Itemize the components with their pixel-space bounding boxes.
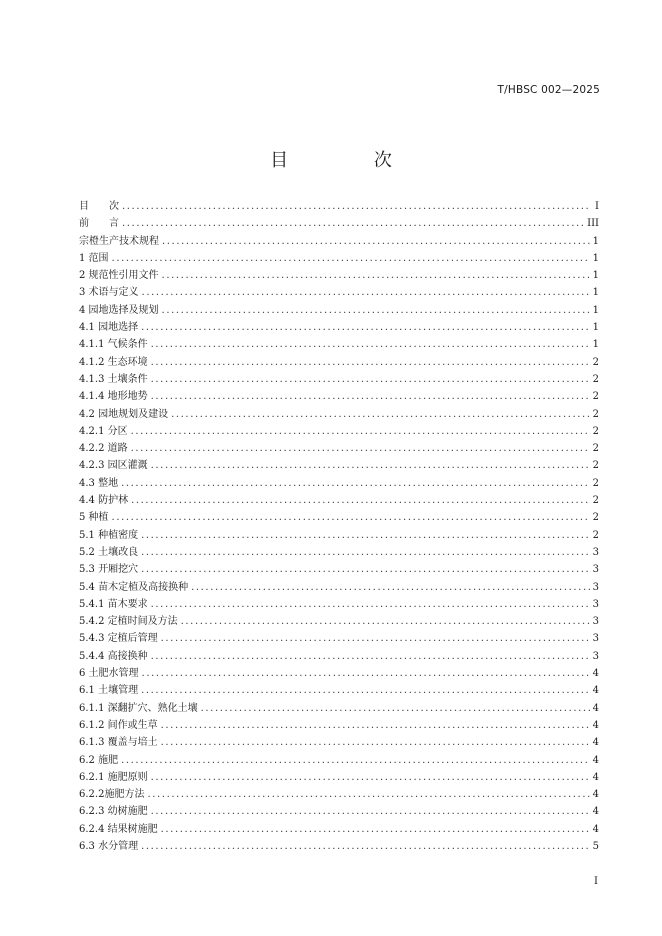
- toc-leader-dots: [141, 561, 590, 578]
- toc-leader-dots: [161, 630, 590, 647]
- toc-entry[interactable]: [79, 319, 599, 336]
- toc-entry-page: 4: [592, 771, 599, 783]
- toc-entry-page: III: [587, 218, 599, 230]
- toc-entry-page: 3: [592, 546, 599, 558]
- toc-entry-page: 2: [592, 529, 599, 541]
- toc-entry-label: 5.4.4 高接换种: [79, 650, 148, 662]
- toc-entry-label: 4.2.1 分区: [79, 425, 128, 437]
- toc-entry-label: 6.2.4 结果树施肥: [79, 823, 158, 835]
- toc-leader-dots: [141, 682, 590, 699]
- toc-leader-dots: [141, 527, 590, 544]
- toc-entry-label: 6.2.3 幼树施肥: [79, 806, 148, 818]
- toc-entry-label: 6.2.2施肥方法: [79, 789, 145, 801]
- toc-leader-dots: [151, 769, 590, 786]
- toc-leader-dots: [141, 319, 590, 336]
- toc-entry-page: 1: [592, 270, 599, 282]
- toc-leader-dots: [151, 388, 590, 405]
- toc-leader-dots: [151, 354, 590, 371]
- toc-entry-label: 4.2.3 园区灌溉: [79, 460, 148, 472]
- toc-entry-label: 5.4 苗木定植及高接换种: [79, 581, 189, 593]
- toc-entry-label: 5 种植: [79, 512, 109, 524]
- toc-entry[interactable]: [79, 284, 599, 301]
- toc-entry-label: 3 术语与定义: [79, 287, 139, 299]
- toc-entry[interactable]: [79, 233, 599, 250]
- toc-entry-label: 6.1 土壤管理: [79, 685, 139, 697]
- toc-entry[interactable]: [79, 769, 599, 786]
- toc-entry-page: 3: [592, 598, 599, 610]
- toc-entry[interactable]: [79, 630, 599, 647]
- toc-leader-dots: [162, 233, 590, 250]
- toc-entry[interactable]: [79, 752, 599, 769]
- toc-entry-page: 1: [592, 304, 599, 316]
- toc-leader-dots: [162, 302, 590, 319]
- toc-entry-page: 4: [592, 806, 599, 818]
- toc-entry[interactable]: [79, 544, 599, 561]
- toc-entry-page: 3: [592, 633, 599, 645]
- toc-entry[interactable]: [79, 440, 599, 457]
- toc-entry[interactable]: [79, 457, 599, 474]
- toc-entry[interactable]: [79, 648, 599, 665]
- toc-entry-label: 4.1.1 气候条件: [79, 339, 148, 351]
- toc-entry-page: 4: [592, 789, 599, 801]
- toc-entry-label: 4 园地选择及规划: [79, 304, 159, 316]
- toc-entry-page: 2: [592, 477, 599, 489]
- toc-leader-dots: [151, 648, 590, 665]
- toc-leader-dots: [112, 250, 590, 267]
- toc-entry[interactable]: [79, 700, 599, 717]
- toc-entry[interactable]: [79, 492, 599, 509]
- toc-entry-page: 2: [592, 373, 599, 385]
- toc-entry-page: 4: [592, 702, 599, 714]
- toc-entry[interactable]: [79, 803, 599, 820]
- toc-entry-page: 5: [592, 840, 599, 852]
- toc-leader-dots: [162, 267, 590, 284]
- toc-entry[interactable]: [79, 371, 599, 388]
- toc-entry-page: 1: [592, 287, 599, 299]
- toc-leader-dots: [151, 803, 590, 820]
- toc-leader-dots: [161, 734, 590, 751]
- toc-entry-label: 宗橙生产技术规程: [79, 235, 159, 247]
- toc-entry[interactable]: [79, 734, 599, 751]
- toc-entry-page: 4: [592, 719, 599, 731]
- toc-entry-page: 2: [592, 391, 599, 403]
- toc-entry[interactable]: [79, 786, 599, 803]
- toc-entry-label: 5.1 种植密度: [79, 529, 139, 541]
- toc-entry-label: 6.3 水分管理: [79, 840, 139, 852]
- toc-leader-dots: [151, 596, 590, 613]
- toc-entry-page: 4: [592, 754, 599, 766]
- document-code: T/HBSC 002—2025: [497, 84, 600, 96]
- page-number: I: [594, 876, 598, 887]
- toc-entry[interactable]: [79, 302, 599, 319]
- toc-entry-label: 4.1.3 土壤条件: [79, 373, 148, 385]
- toc-leader-dots: [131, 440, 590, 457]
- toc-entry-label: 前 言: [79, 218, 119, 230]
- toc-entry-page: 1: [592, 235, 599, 247]
- toc-leader-dots: [161, 717, 590, 734]
- toc-leader-dots: [151, 336, 590, 353]
- toc-leader-dots: [191, 579, 590, 596]
- toc-leader-dots: [141, 544, 590, 561]
- toc-entry[interactable]: [79, 509, 599, 526]
- toc-entry-label: 4.1.2 生态环境: [79, 356, 148, 368]
- toc-entry-label: 6.1.1 深翻扩穴、熟化土壤: [79, 702, 198, 714]
- toc-entry[interactable]: [79, 475, 599, 492]
- toc-entry[interactable]: [79, 579, 599, 596]
- toc-entry[interactable]: [79, 682, 599, 699]
- toc-entry[interactable]: [79, 215, 599, 232]
- toc-entry-label: 4.2.2 道路: [79, 443, 128, 455]
- toc-entry-page: 4: [592, 823, 599, 835]
- toc-entry-page: 2: [592, 443, 599, 455]
- toc-entry-page: 3: [592, 564, 599, 576]
- toc-entry[interactable]: [79, 267, 599, 284]
- page-title: 目 次: [270, 150, 432, 171]
- toc-leader-dots: [151, 371, 590, 388]
- toc-entry-label: 1 范围: [79, 252, 109, 264]
- toc-entry-label: 5.4.2 定植时间及方法: [79, 616, 178, 628]
- toc-entry[interactable]: [79, 717, 599, 734]
- toc-entry[interactable]: [79, 665, 599, 682]
- toc-entry[interactable]: [79, 406, 599, 423]
- toc-leader-dots: [161, 821, 590, 838]
- toc-entry[interactable]: [79, 354, 599, 371]
- toc-entry[interactable]: [79, 527, 599, 544]
- toc-entry-page: 4: [592, 668, 599, 680]
- toc-entry-page: 2: [592, 425, 599, 437]
- toc-entry-label: 6.1.2 间作或生草: [79, 719, 158, 731]
- toc-entry-label: 2 规范性引用文件: [79, 270, 159, 282]
- toc-leader-dots: [147, 786, 589, 803]
- toc-leader-dots: [131, 423, 590, 440]
- toc-entry-label: 5.4.3 定植后管理: [79, 633, 158, 645]
- toc-leader-dots: [142, 665, 590, 682]
- toc-entry[interactable]: [79, 250, 599, 267]
- toc-entry[interactable]: [79, 388, 599, 405]
- toc-entry-label: 5.4.1 苗木要求: [79, 598, 148, 610]
- toc-entry-page: 2: [592, 356, 599, 368]
- toc-entry-label: 6.2 施肥: [79, 754, 119, 766]
- toc-entry-page: 3: [592, 650, 599, 662]
- toc-leader-dots: [142, 284, 590, 301]
- toc-entry-label: 6 土肥水管理: [79, 668, 139, 680]
- toc-entry-page: 2: [592, 512, 599, 524]
- toc-leader-dots: [131, 492, 590, 509]
- toc-entry-page: 4: [592, 737, 599, 749]
- toc-leader-dots: [141, 838, 590, 855]
- toc-leader-dots: [171, 406, 590, 423]
- toc-entry-label: 4.1 园地选择: [79, 322, 139, 334]
- toc-leader-dots: [151, 457, 590, 474]
- toc-entry[interactable]: [79, 613, 599, 630]
- toc-entry-label: 4.4 防护林: [79, 495, 129, 507]
- toc-entry-page: 4: [592, 685, 599, 697]
- table-of-contents: [79, 198, 599, 855]
- toc-entry-page: I: [595, 201, 599, 212]
- toc-entry-page: 3: [592, 581, 599, 593]
- toc-leader-dots: [122, 198, 590, 215]
- toc-leader-dots: [201, 700, 590, 717]
- toc-entry-page: 2: [592, 408, 599, 420]
- toc-entry-label: 6.1.3 覆盖与培土: [79, 737, 158, 749]
- toc-entry-label: 4.1.4 地形地势: [79, 391, 148, 403]
- toc-entry-label: 5.2 土壤改良: [79, 546, 139, 558]
- toc-leader-dots: [181, 613, 590, 630]
- toc-entry[interactable]: [79, 336, 599, 353]
- toc-entry-label: 4.3 整地: [79, 477, 119, 489]
- toc-leader-dots: [121, 475, 590, 492]
- toc-entry[interactable]: [79, 821, 599, 838]
- toc-entry[interactable]: [79, 198, 599, 215]
- toc-entry-label: 4.2 园地规划及建设: [79, 408, 169, 420]
- toc-entry[interactable]: [79, 423, 599, 440]
- toc-entry-page: 3: [592, 616, 599, 628]
- toc-entry[interactable]: [79, 561, 599, 578]
- toc-entry-label: 5.3 开厢挖穴: [79, 564, 139, 576]
- toc-entry-label: 目 次: [79, 201, 119, 212]
- toc-leader-dots: [121, 752, 590, 769]
- toc-entry[interactable]: [79, 596, 599, 613]
- toc-entry-page: 1: [592, 322, 599, 334]
- toc-entry[interactable]: [79, 838, 599, 855]
- toc-entry-page: 2: [592, 460, 599, 472]
- toc-entry-page: 2: [592, 495, 599, 507]
- toc-entry-page: 1: [592, 252, 599, 264]
- toc-leader-dots: [112, 509, 590, 526]
- toc-leader-dots: [122, 215, 584, 232]
- toc-entry-label: 6.2.1 施肥原则: [79, 771, 148, 783]
- toc-entry-page: 1: [592, 339, 599, 351]
